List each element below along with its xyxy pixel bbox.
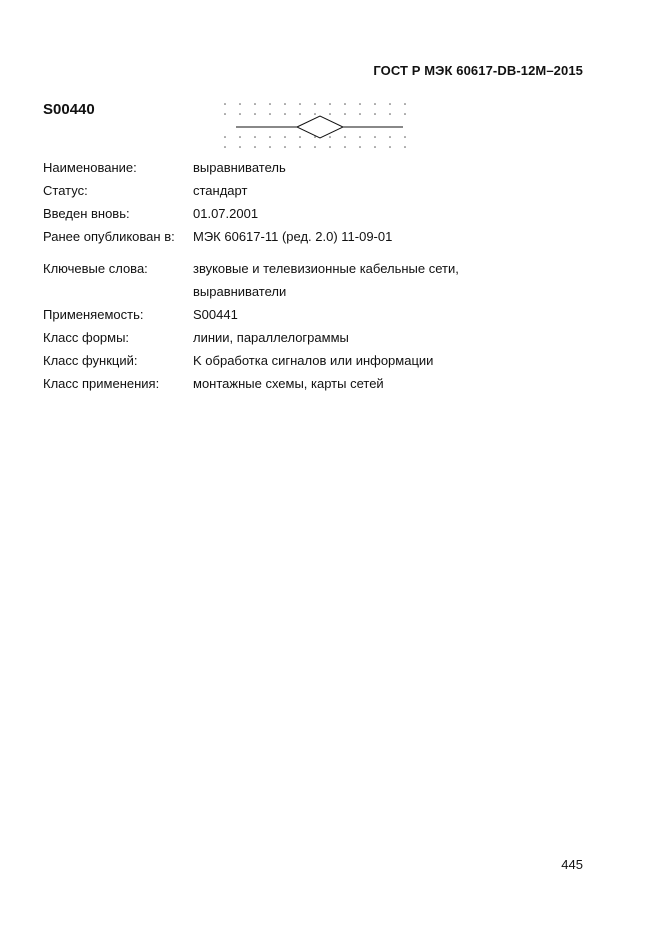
property-shape-class (43, 326, 483, 349)
equalizer-shape (236, 116, 403, 138)
property-value: монтажные схемы, карты сетей (193, 376, 384, 391)
property-label: Класс функций: (43, 353, 138, 368)
property-label: Статус: (43, 183, 88, 198)
property-previously-published (43, 225, 483, 248)
property-label: Ранее опубликован в: (43, 229, 175, 244)
properties-list (43, 156, 483, 395)
property-label: Применяемость: (43, 307, 144, 322)
property-value: S00441 (193, 307, 238, 322)
property-value: звуковые и телевизионные кабельные сети, (193, 261, 459, 276)
property-keywords-continued (43, 280, 483, 303)
property-value: K обработка сигналов или информации (193, 353, 434, 368)
property-label: Класс применения: (43, 376, 160, 391)
page-number: 445 (561, 857, 583, 872)
standard-header: ГОСТ Р МЭК 60617-DB-12M–2015 (373, 63, 583, 78)
equalizer-symbol-icon (220, 96, 420, 156)
spacer (43, 248, 483, 257)
property-value: выравниватель (193, 160, 286, 175)
property-introduced (43, 202, 483, 225)
property-value: выравниватели (193, 284, 287, 299)
property-label: Ключевые слова: (43, 261, 148, 276)
property-value: линии, параллелограммы (193, 330, 349, 345)
property-label: Класс формы: (43, 330, 130, 345)
property-value: МЭК 60617-11 (ред. 2.0) 11-09-01 (193, 229, 393, 244)
property-label: Введен вновь: (43, 206, 130, 221)
property-function-class (43, 349, 483, 372)
property-keywords (43, 257, 483, 280)
property-value: 01.07.2001 (193, 206, 259, 221)
property-application-class (43, 372, 483, 395)
property-name (43, 156, 483, 179)
property-applicability (43, 303, 483, 326)
symbol-code: S00440 (43, 101, 95, 118)
property-label-empty (43, 280, 193, 303)
property-status (43, 179, 483, 202)
grid-dots (224, 103, 406, 148)
property-label: Наименование: (43, 160, 137, 175)
property-value: стандарт (193, 183, 248, 198)
